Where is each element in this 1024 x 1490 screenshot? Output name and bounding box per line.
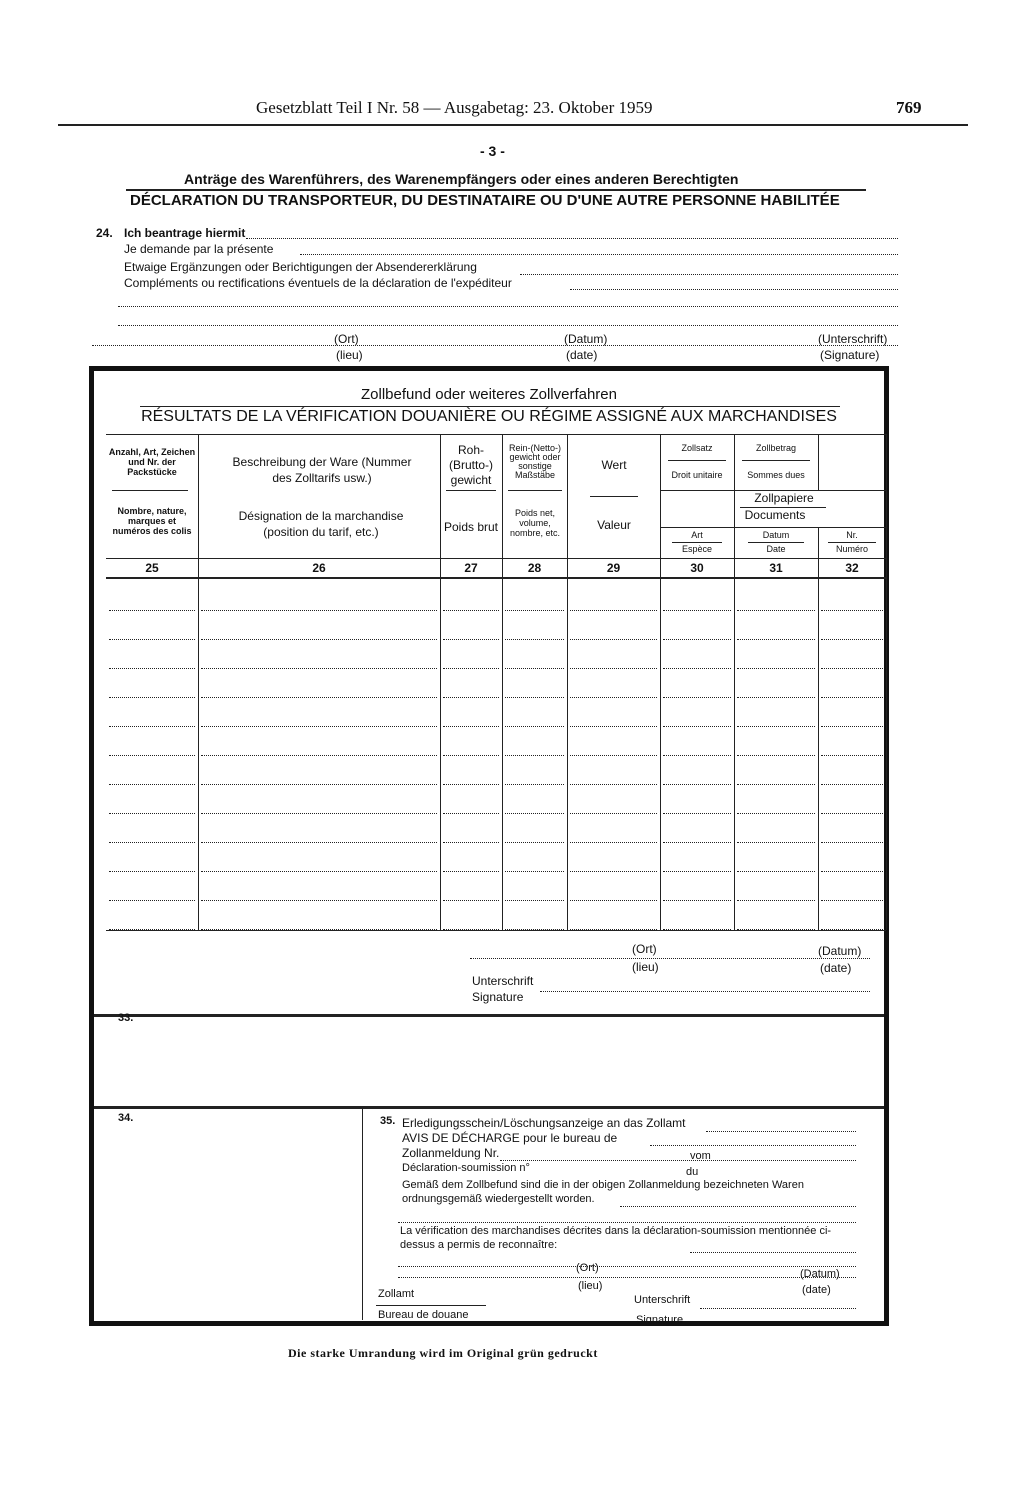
col28-header-rule	[508, 490, 562, 491]
col-divider	[440, 434, 441, 930]
table-cell-line[interactable]	[570, 842, 657, 843]
declaration-title-fr: DÉCLARATION DU TRANSPORTEUR, DU DESTINATAIRE OU D'UNE AUTRE PERSONNE HABILITÉE	[130, 192, 840, 209]
table-cell-line[interactable]	[201, 871, 437, 872]
field35-signature-line[interactable]	[700, 1308, 856, 1309]
table-cell-line[interactable]	[505, 929, 564, 930]
table-cell-line[interactable]	[505, 697, 564, 698]
col29-header-de: Wert	[601, 458, 627, 472]
customs-datum-label: (Datum)	[818, 944, 862, 958]
table-cell-line[interactable]	[443, 929, 499, 930]
number-row-top	[106, 558, 886, 559]
table-cell-line[interactable]	[443, 813, 499, 814]
table-cell-line[interactable]	[663, 668, 731, 669]
table-cell-line[interactable]	[505, 726, 564, 727]
table-cell-line[interactable]	[821, 900, 883, 901]
restored-line[interactable]	[620, 1206, 856, 1207]
field35-signature: Signature	[636, 1314, 684, 1326]
table-cell-line[interactable]	[201, 784, 437, 785]
table-cell-line[interactable]	[737, 639, 815, 640]
table-cell-line[interactable]	[663, 726, 731, 727]
col27-header-de: Roh- (Brutto-) gewicht	[448, 443, 493, 487]
table-cell-line[interactable]	[663, 784, 731, 785]
table-cell-line[interactable]	[443, 610, 499, 611]
footer-note: Die starke Umrandung wird im Original grün gedruckt	[288, 1346, 598, 1360]
table-cell-line[interactable]	[570, 900, 657, 901]
declaration-number-line[interactable]	[500, 1160, 856, 1161]
sheet-mark: - 3 -	[480, 143, 505, 159]
art-header-fr: Espèce	[681, 544, 713, 554]
table-cell-line[interactable]	[201, 668, 437, 669]
col-number: 29	[606, 561, 621, 575]
bureau-line[interactable]	[650, 1145, 856, 1146]
table-cell-line[interactable]	[570, 929, 657, 930]
corrections-line-4[interactable]	[118, 325, 898, 326]
field35-lieu: (lieu)	[578, 1280, 603, 1292]
col29-header-fr: Valeur	[597, 518, 631, 532]
datum-header-fr: Date	[766, 544, 786, 554]
table-cell-line[interactable]	[443, 900, 499, 901]
table-cell-line[interactable]	[109, 755, 195, 756]
table-cell-line[interactable]	[663, 871, 731, 872]
col31-header-fr: Sommes dues	[747, 470, 805, 480]
col26-header-de: Beschreibung der Ware (Nummer des Zolltarifs usw.)	[232, 455, 412, 485]
table-cell-line[interactable]	[821, 842, 883, 843]
table-cell-line[interactable]	[109, 900, 195, 901]
col28-header-fr: Poids net, volume, nombre, etc.	[509, 508, 561, 538]
corrections-label-fr: Compléments ou rectifications éventuels de la déclaration de l'expéditeur	[124, 276, 512, 290]
request-line-2[interactable]	[300, 254, 898, 255]
table-cell-line[interactable]	[663, 755, 731, 756]
corrections-line-1[interactable]	[520, 274, 898, 275]
col25-header-de: Anzahl, Art, Zeichen und Nr. der Packstücke	[108, 447, 196, 477]
corrections-line-3[interactable]	[118, 306, 898, 307]
customs-sig-fr: Signature	[472, 990, 524, 1004]
table-cell-line[interactable]	[109, 929, 195, 930]
table-cell-line[interactable]	[201, 900, 437, 901]
number-row-bottom	[106, 577, 886, 579]
table-cell-line[interactable]	[821, 697, 883, 698]
table-cell-line[interactable]	[737, 610, 815, 611]
customs-date-label: (date)	[820, 961, 852, 975]
customs-office-line[interactable]	[706, 1131, 856, 1132]
table-cell-line[interactable]	[109, 813, 195, 814]
papers-header-fr: Documents	[744, 508, 806, 522]
col-divider	[818, 434, 819, 490]
table-cell-line[interactable]	[505, 842, 564, 843]
table-cell-line[interactable]	[737, 929, 815, 930]
col-number: 28	[527, 561, 542, 575]
col-number: 30	[690, 561, 704, 575]
signature-line[interactable]	[92, 345, 898, 346]
field35-datum: (Datum)	[800, 1268, 840, 1280]
col31-header-de: Zollbetrag	[755, 443, 797, 453]
table-cell-line[interactable]	[109, 726, 195, 727]
table-cell-line[interactable]	[109, 842, 195, 843]
table-cell-line[interactable]	[737, 842, 815, 843]
table-cell-line[interactable]	[201, 726, 437, 727]
table-cell-line[interactable]	[663, 697, 731, 698]
nr-header-fr: Numéro	[835, 544, 868, 554]
field-24-label: 24.	[96, 226, 113, 240]
signature-label: (Signature)	[820, 348, 880, 362]
table-cell-line[interactable]	[443, 842, 499, 843]
table-cell-line[interactable]	[443, 668, 499, 669]
col-divider	[198, 434, 199, 930]
table-cell-line[interactable]	[737, 813, 815, 814]
ort-label: (Ort)	[334, 332, 359, 346]
table-cell-line[interactable]	[737, 900, 815, 901]
table-cell-line[interactable]	[201, 929, 437, 930]
col-divider	[886, 434, 887, 930]
field34-35-divider	[362, 1108, 363, 1320]
verification-line-2[interactable]	[398, 1266, 856, 1267]
customs-signature-line[interactable]	[540, 991, 870, 992]
field35-text-de: Gemäß dem Zollbefund sind die in der obigen Zollanmeldung bezeichneten Waren ordnungsgemäß wiedergestellt worden.	[402, 1179, 804, 1205]
papers-header-de: Zollpapiere	[754, 491, 814, 505]
table-cell-line[interactable]	[570, 697, 657, 698]
table-cell-line[interactable]	[109, 639, 195, 640]
table-cell-line[interactable]	[737, 697, 815, 698]
table-cell-line[interactable]	[663, 639, 731, 640]
field35-unterschrift: Unterschrift	[634, 1294, 691, 1306]
col30-header-fr: Droit unitaire	[671, 470, 723, 480]
table-cell-line[interactable]	[821, 668, 883, 669]
table-cell-line[interactable]	[505, 900, 564, 901]
table-bottom-rule	[106, 930, 886, 931]
request-label-fr: Je demande par la présente	[124, 242, 274, 256]
title-rule	[126, 189, 866, 191]
table-cell-line[interactable]	[663, 929, 731, 930]
datum-header-de: Datum	[762, 530, 790, 540]
field35-meldung-de: Zollanmeldung Nr.	[402, 1146, 500, 1160]
table-cell-line[interactable]	[737, 668, 815, 669]
field33-rule	[94, 1014, 884, 1017]
table-cell-line[interactable]	[737, 726, 815, 727]
field35-vom: vom	[690, 1150, 711, 1162]
table-cell-line[interactable]	[201, 842, 437, 843]
table-cell-line[interactable]	[821, 871, 883, 872]
col-number: 27	[464, 561, 478, 575]
table-cell-line[interactable]	[109, 871, 195, 872]
table-cell-line[interactable]	[109, 610, 195, 611]
table-cell-line[interactable]	[505, 871, 564, 872]
customs-lieu-label: (lieu)	[632, 960, 659, 974]
table-cell-line[interactable]	[201, 697, 437, 698]
field35-text-fr: La vérification des marchandises décrites dans la déclaration-soumission mentionnée ci-dessus a permis de reconnaître:	[400, 1225, 832, 1251]
table-cell-line[interactable]	[737, 755, 815, 756]
table-top-rule	[106, 434, 886, 435]
col30-header-rule	[668, 460, 726, 461]
col-number: 25	[145, 561, 159, 575]
table-cell-line[interactable]	[570, 668, 657, 669]
request-line-1[interactable]	[246, 238, 898, 239]
corrections-line-2[interactable]	[570, 289, 898, 290]
header-rule	[58, 124, 968, 126]
col27-header-rule	[446, 490, 496, 491]
customs-sig-de: Unterschrift	[472, 974, 534, 988]
page-number: 769	[896, 98, 922, 117]
col-number: 31	[769, 561, 783, 575]
field35-bureau: Bureau de douane	[378, 1309, 469, 1321]
table-cell-line[interactable]	[821, 755, 883, 756]
field35-title-fr: AVIS DE DÉCHARGE pour le bureau de	[402, 1131, 618, 1145]
table-cell-line[interactable]	[570, 755, 657, 756]
customs-place-date-line[interactable]	[470, 958, 870, 959]
field-34-label: 34.	[118, 1112, 134, 1124]
request-label-de: Ich beantrage hiermit	[124, 226, 246, 240]
col28-header-de: Rein-(Netto-) gewicht oder sonstige Maßstäbe	[508, 443, 561, 480]
datum-rule	[748, 542, 804, 543]
table-cell-line[interactable]	[570, 610, 657, 611]
customs-title-fr: RÉSULTATS DE LA VÉRIFICATION DOUANIÈRE OU RÉGIME ASSIGNÉ AUX MARCHANDISES	[141, 408, 837, 425]
table-cell-line[interactable]	[443, 755, 499, 756]
table-cell-line[interactable]	[109, 697, 195, 698]
date-label: (date)	[566, 348, 598, 362]
col-divider	[502, 434, 503, 930]
col-number: 32	[845, 561, 859, 575]
table-cell-line[interactable]	[109, 784, 195, 785]
table-cell-line[interactable]	[201, 813, 437, 814]
table-cell-line[interactable]	[505, 813, 564, 814]
field35-du: du	[686, 1166, 699, 1178]
col27-header-fr: Poids brut	[443, 520, 499, 534]
table-cell-line[interactable]	[443, 697, 499, 698]
verification-line[interactable]	[690, 1252, 856, 1253]
table-cell-line[interactable]	[505, 784, 564, 785]
col29-header-rule	[590, 496, 638, 497]
art-rule	[672, 542, 722, 543]
table-cell-line[interactable]	[663, 900, 731, 901]
table-cell-line[interactable]	[570, 813, 657, 814]
table-cell-line[interactable]	[201, 755, 437, 756]
table-cell-line[interactable]	[737, 784, 815, 785]
table-cell-line[interactable]	[443, 639, 499, 640]
running-title: Gesetzblatt Teil I Nr. 58 — Ausgabetag: 23. Oktober 1959	[256, 98, 653, 117]
col-divider	[818, 527, 819, 930]
datum-label: (Datum)	[564, 332, 608, 346]
lieu-label: (lieu)	[336, 348, 363, 362]
table-cell-line[interactable]	[505, 668, 564, 669]
table-cell-line[interactable]	[201, 610, 437, 611]
table-cell-line[interactable]	[570, 726, 657, 727]
table-cell-line[interactable]	[505, 755, 564, 756]
field-33-label: 33.	[118, 1012, 134, 1024]
customs-ort-label: (Ort)	[632, 942, 657, 956]
table-cell-line[interactable]	[821, 813, 883, 814]
col-divider	[567, 434, 568, 930]
field-35-label: 35.	[380, 1115, 396, 1127]
table-cell-line[interactable]	[505, 610, 564, 611]
nr-header-de: Nr.	[846, 530, 858, 540]
table-cell-line[interactable]	[443, 726, 499, 727]
col25-header-fr: Nombre, nature, marques et numéros des colis	[112, 506, 192, 536]
table-cell-line[interactable]	[821, 639, 883, 640]
col26-header-fr: Désignation de la marchandise (position du tarif, etc.)	[238, 509, 404, 539]
col30-header-de: Zollsatz	[681, 443, 713, 453]
table-cell-line[interactable]	[570, 784, 657, 785]
table-cell-line[interactable]	[821, 726, 883, 727]
field35-meldung-fr: Déclaration-soumission n°	[402, 1162, 530, 1174]
table-cell-line[interactable]	[663, 842, 731, 843]
col-number: 26	[312, 561, 326, 575]
restored-line-2[interactable]	[398, 1222, 856, 1223]
table-cell-line[interactable]	[505, 639, 564, 640]
table-cell-line[interactable]	[821, 610, 883, 611]
field35-title-de: Erledigungsschein/Löschungsanzeige an das Zollamt	[402, 1116, 686, 1130]
table-cell-line[interactable]	[443, 871, 499, 872]
field35-date: (date)	[802, 1284, 831, 1296]
table-cell-line[interactable]	[663, 610, 731, 611]
table-cell-line[interactable]	[570, 639, 657, 640]
table-cell-line[interactable]	[201, 639, 437, 640]
field35-ort: (Ort)	[576, 1262, 599, 1274]
field34-rule	[94, 1106, 884, 1109]
corrections-label-de: Etwaige Ergänzungen oder Berichtigungen der Absendererklärung	[124, 260, 477, 274]
table-cell-line[interactable]	[821, 784, 883, 785]
customs-title-de: Zollbefund oder weiteres Zollverfahren	[361, 386, 617, 403]
field35-zollamt: Zollamt	[378, 1288, 415, 1300]
col-divider	[660, 434, 661, 930]
col25-header-rule	[112, 490, 188, 491]
table-cell-line[interactable]	[737, 871, 815, 872]
customs-title-rule	[140, 406, 840, 407]
table-cell-line[interactable]	[443, 784, 499, 785]
field35-place-date-line[interactable]	[398, 1277, 856, 1278]
papers-sub-rule	[660, 527, 886, 528]
table-cell-line[interactable]	[821, 929, 883, 930]
art-header-de: Art	[691, 530, 703, 540]
table-cell-line[interactable]	[109, 668, 195, 669]
zollamt-rule	[376, 1305, 486, 1306]
table-cell-line[interactable]	[570, 871, 657, 872]
nr-rule	[828, 542, 876, 543]
col31-header-rule	[742, 460, 810, 461]
unterschrift-label: (Unterschrift)	[818, 332, 888, 346]
declaration-title-de: Anträge des Warenführers, des Warenempfängers oder eines anderen Berechtigten	[184, 171, 739, 187]
table-cell-line[interactable]	[663, 813, 731, 814]
